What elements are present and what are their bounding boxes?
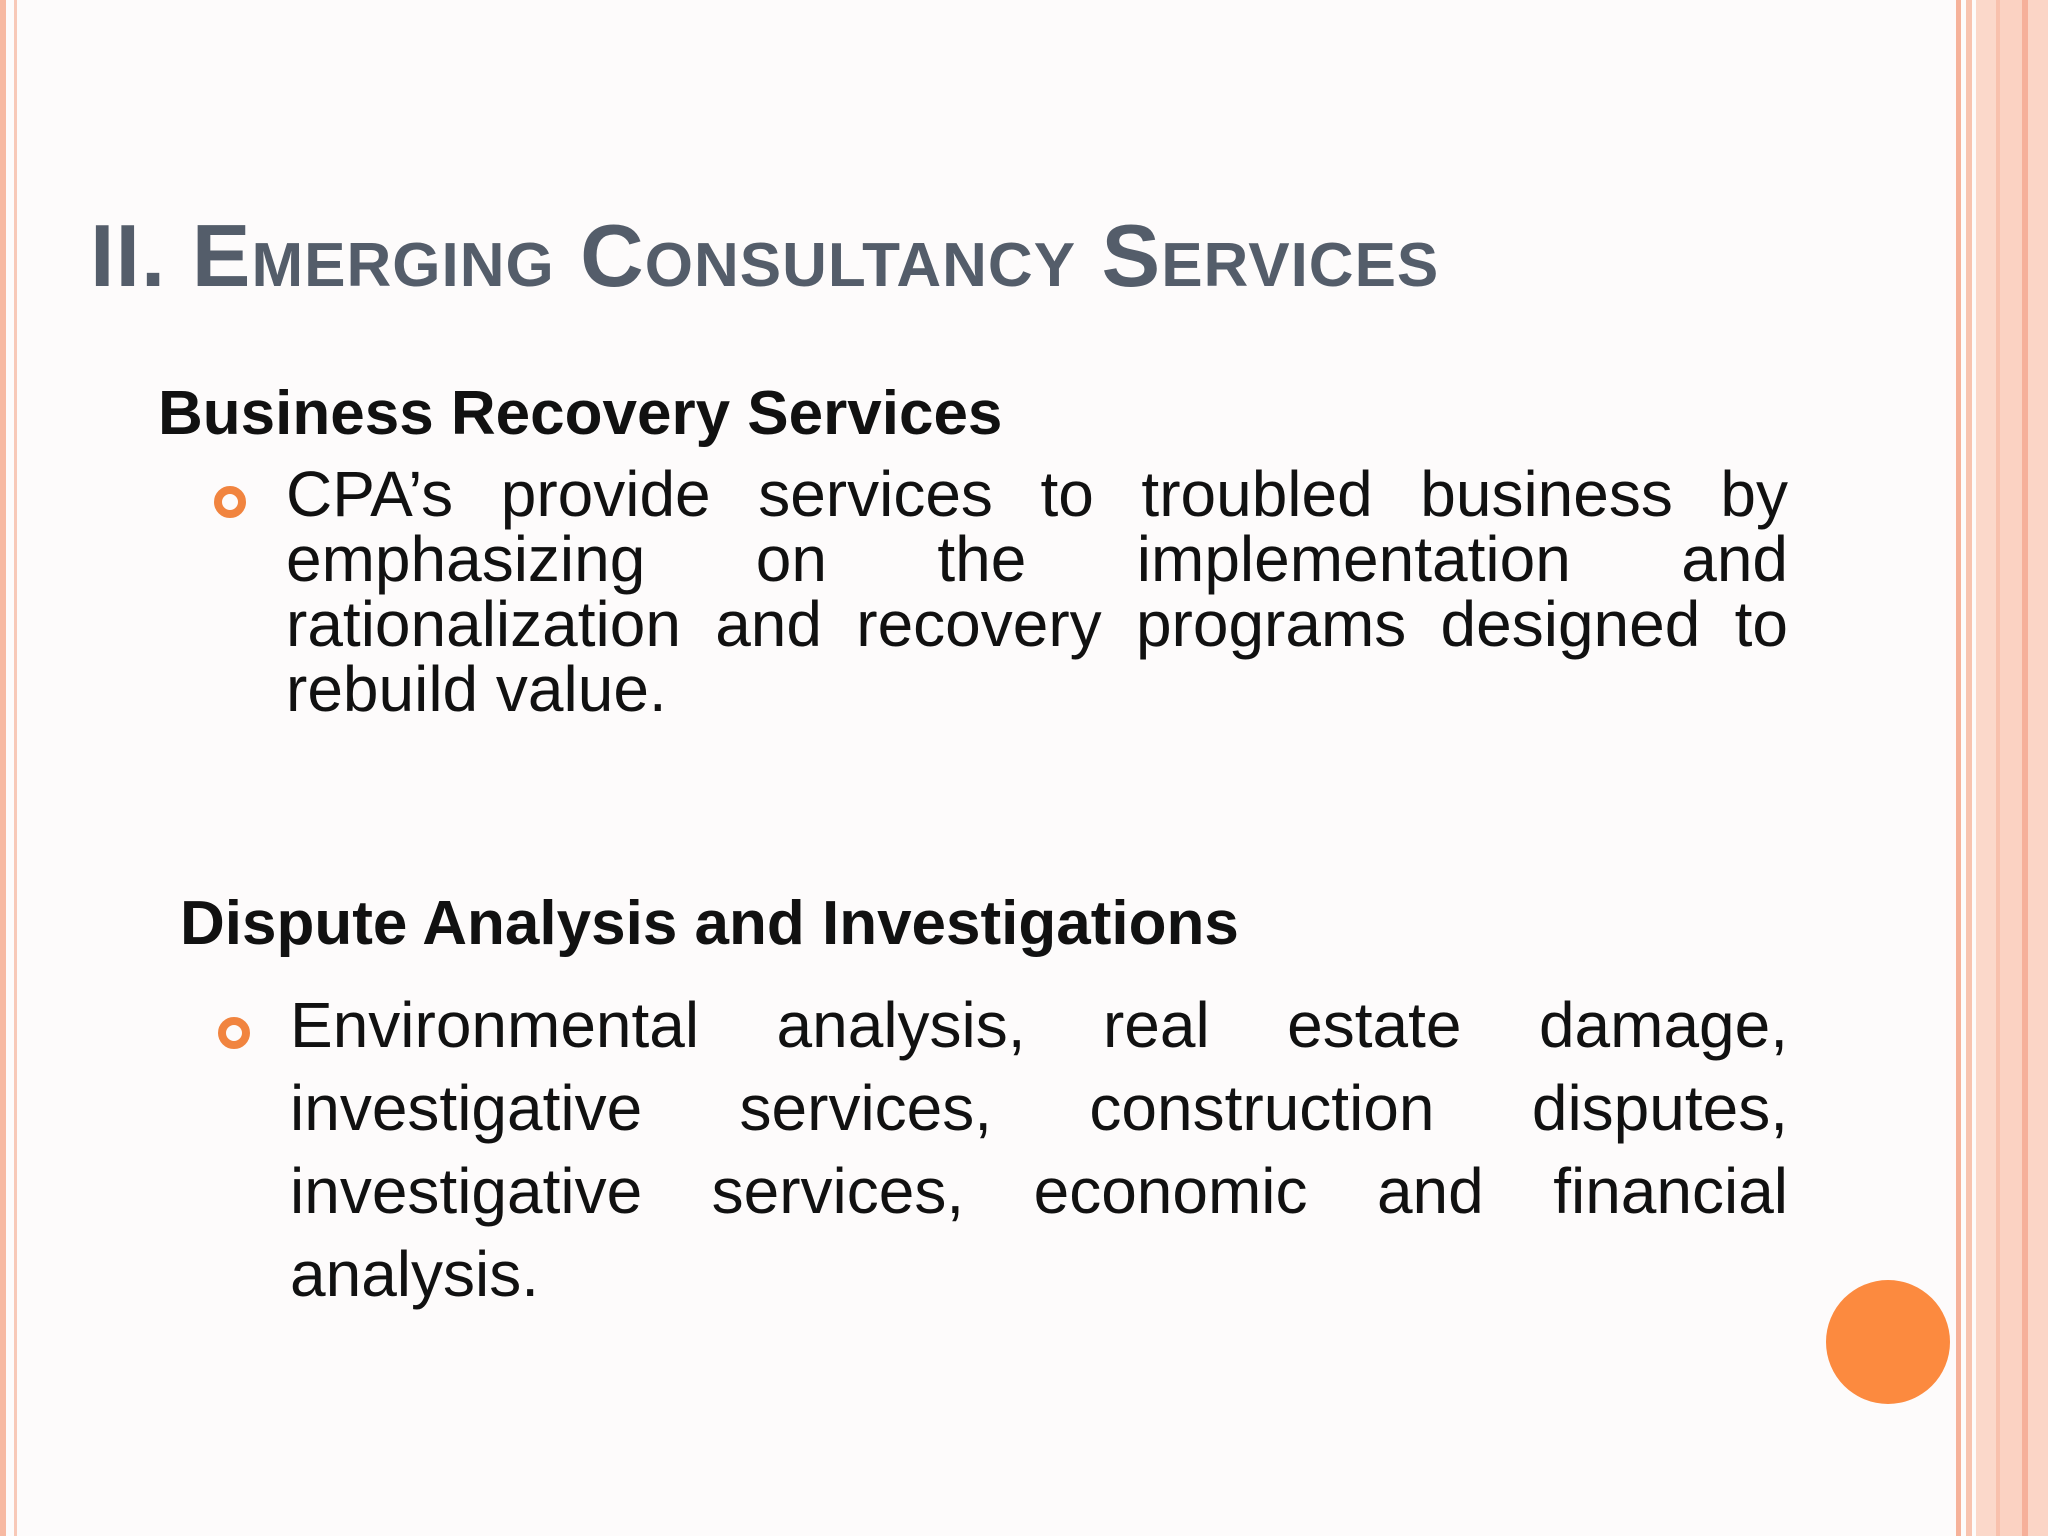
bullet-text-business-recovery: CPA’s provide services to troubled business by emphasizing on the implementation and rationalization and recovery programs designed to rebuild value.: [286, 458, 1788, 725]
right-border-band: [1956, 0, 1961, 1536]
section-heading-business-recovery: Business Recovery Services: [158, 379, 1003, 448]
slide-title: II. Emerging Consultancy Services: [90, 206, 1440, 305]
right-border-band: [2000, 0, 2022, 1536]
bullet-text-dispute-analysis: Environmental analysis, real estate damage, investigative services, construction disputes, investigative services, economic and financial analysis.: [290, 989, 1788, 1310]
hollow-circle-bullet-icon: [214, 486, 246, 518]
right-border-band: [1976, 0, 1996, 1536]
section-heading-dispute-analysis: Dispute Analysis and Investigations: [180, 889, 1239, 958]
hollow-circle-bullet-icon: [218, 1017, 250, 1049]
orange-circle-decoration: [1826, 1280, 1950, 1404]
left-border-stripe: [0, 0, 6, 1536]
right-border-band: [2028, 0, 2048, 1536]
left-border-stripe-inner: [14, 0, 17, 1536]
right-border-band: [1966, 0, 1972, 1536]
